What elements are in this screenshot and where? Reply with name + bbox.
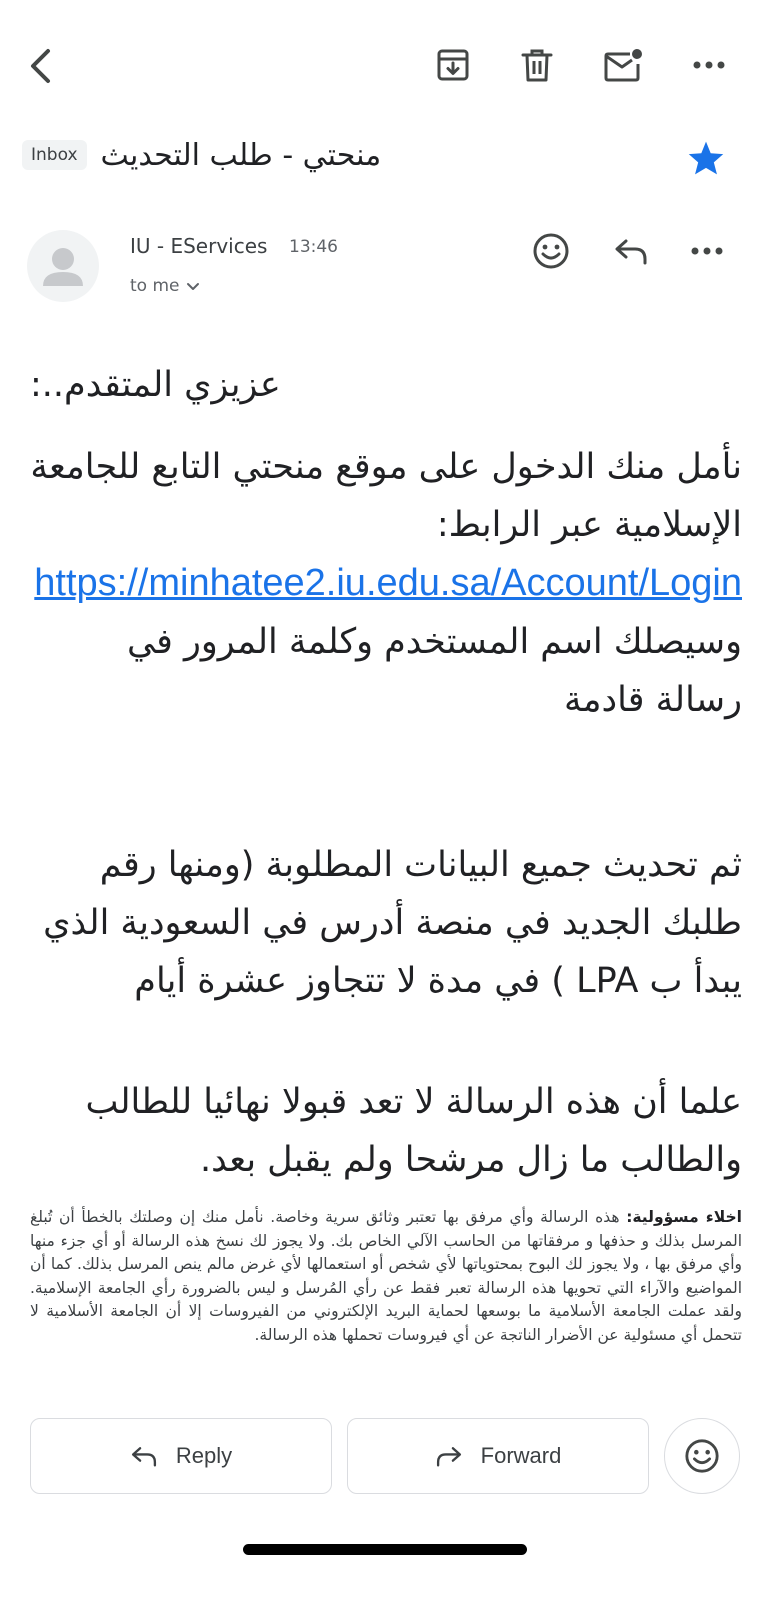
recipient-details-toggle[interactable] (130, 276, 200, 296)
emoji-smile-icon (532, 232, 570, 270)
paragraph-1-outro: وسيصلك اسم المستخدم وكلمة المرور في رسالة قادمة (126, 622, 742, 720)
sender-name[interactable]: IU - EServices (130, 234, 268, 258)
archive-button[interactable] (428, 40, 478, 90)
reply-button[interactable] (30, 1418, 332, 1494)
sender-avatar[interactable] (27, 230, 99, 302)
archive-icon (435, 47, 471, 83)
message-paragraph-1 (30, 438, 742, 729)
star-button[interactable] (684, 136, 728, 180)
forward-button[interactable] (347, 1418, 649, 1494)
login-link[interactable]: https://minhatee2.iu.edu.sa/Account/Login (34, 562, 742, 604)
message-greeting: عزيزي المتقدم..: (30, 365, 281, 405)
emoji-reaction-button[interactable] (664, 1418, 740, 1494)
recipient-label: to me (130, 276, 180, 296)
add-reaction-button[interactable] (528, 228, 574, 274)
forward-label: Forward (480, 1443, 562, 1468)
reply-icon-button[interactable] (608, 228, 654, 274)
subject-row (22, 130, 442, 180)
forward-icon (435, 1444, 463, 1468)
person-icon (27, 230, 99, 302)
delete-button[interactable] (512, 40, 562, 90)
reply-label: Reply (175, 1443, 233, 1468)
inbox-label[interactable]: Inbox (22, 140, 87, 170)
reply-icon (613, 236, 649, 266)
disclaimer (30, 1206, 742, 1406)
more-horizontal-icon (691, 247, 723, 255)
home-indicator[interactable] (243, 1544, 527, 1555)
disclaimer-body: هذه الرسالة وأي مرفق بها تعتبر وثائق سرية وخاصة. نأمل منك إن وصلتك بالخطأ أن تُبلغ المرسل بذلك و حذفها و مرفقاتها من الحاسب الآلي الخاص بك. ولا يجوز لك نسخ هذه الرسالة أو أي جزء منها وأي مرفق بها ، ولا يجوز لك البوح بمحتوياتها لأي شخص أو استعمالها لأي غرض مالم ينص المرسل بذلك. كما أن المواضيع والآراء التي تحويها هذه الرسالة تعبر فقط عن رأي المُرسل و ليس بالضرورة رأي الجامعة الإسلامية. ولقد عملت الجامعة الأسلامية ما بوسعها لحماية البريد الإلكتروني من الفيروسات إلا أن الجامعة الأسلامية لا تتحمل أي مسئولية عن الأضرار الناتجة عن أي فيروسات تحملها هذه الرسالة. (30, 1208, 742, 1344)
back-button[interactable] (18, 38, 62, 94)
sent-time: 13:46 (289, 237, 338, 257)
mail-unread-icon (603, 47, 643, 83)
chevron-down-icon (186, 281, 200, 291)
trash-icon (520, 47, 554, 83)
more-horizontal-icon (693, 61, 725, 69)
paragraph-1-intro: نأمل منك الدخول على موقع منحتي التابع للجامعة الإسلامية عبر الرابط: (30, 447, 742, 545)
disclaimer-title: اخلاء مسؤولية: (626, 1208, 742, 1226)
more-options-button[interactable] (684, 40, 734, 90)
message-paragraph-3: علما أن هذه الرسالة لا تعد قبولا نهائيا للطالب والطالب ما زال مرشحا ولم يقبل بعد. (85, 1082, 742, 1180)
message-paragraph-2: ثم تحديث جميع البيانات المطلوبة (ومنها رقم طلبك الجديد في منصة أدرس في السعودية الذي يبدأ ب LPA ) في مدة لا تتجاوز عشرة أيام (43, 845, 742, 1001)
message-more-button[interactable] (684, 228, 730, 274)
emoji-smile-icon (684, 1438, 720, 1474)
email-subject: منحتي - طلب التحديث (100, 137, 382, 173)
chevron-left-icon (27, 47, 53, 85)
star-icon (687, 140, 725, 176)
mark-unread-button[interactable] (598, 40, 648, 90)
reply-icon (130, 1444, 158, 1468)
